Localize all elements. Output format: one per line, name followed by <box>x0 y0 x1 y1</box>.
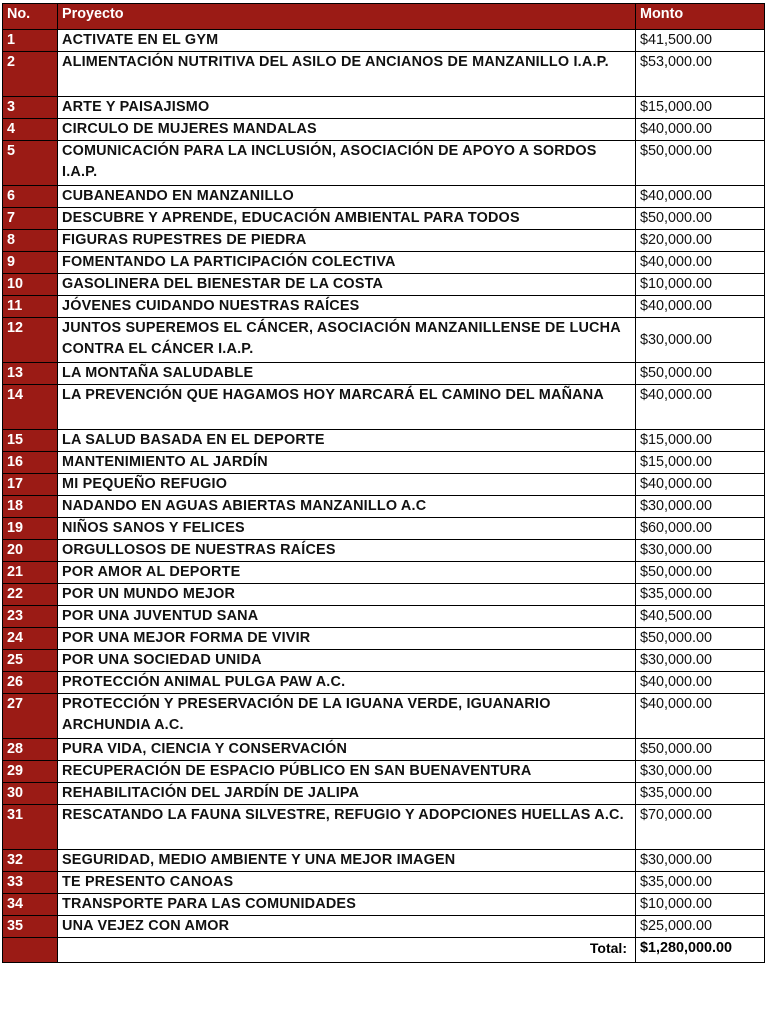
table-row <box>3 872 765 894</box>
project-name: NIÑOS SANOS Y FELICES <box>58 518 636 540</box>
row-number: 15 <box>3 430 58 452</box>
project-name: FIGURAS RUPESTRES DE PIEDRA <box>58 230 636 252</box>
project-amount: $25,000.00 <box>636 916 765 938</box>
project-amount: $30,000.00 <box>636 761 765 783</box>
table-row <box>3 694 765 739</box>
project-name: DESCUBRE Y APRENDE, EDUCACIÓN AMBIENTAL PARA TODOS <box>58 208 636 230</box>
table-row <box>3 628 765 650</box>
project-name: REHABILITACIÓN DEL JARDÍN DE JALIPA <box>58 783 636 805</box>
table-row <box>3 430 765 452</box>
project-amount: $30,000.00 <box>636 318 765 363</box>
project-amount: $40,000.00 <box>636 474 765 496</box>
project-amount: $20,000.00 <box>636 230 765 252</box>
project-name: MANTENIMIENTO AL JARDÍN <box>58 452 636 474</box>
project-name: SEGURIDAD, MEDIO AMBIENTE Y UNA MEJOR IMAGEN <box>58 850 636 872</box>
table-row <box>3 650 765 672</box>
project-name: CIRCULO DE MUJERES MANDALAS <box>58 119 636 141</box>
header-amount: Monto <box>636 4 765 30</box>
project-amount: $50,000.00 <box>636 628 765 650</box>
row-number: 24 <box>3 628 58 650</box>
row-number: 34 <box>3 894 58 916</box>
total-value: $1,280,000.00 <box>636 938 765 963</box>
table-row <box>3 30 765 52</box>
header-project: Proyecto <box>58 4 636 30</box>
row-number: 19 <box>3 518 58 540</box>
project-amount: $35,000.00 <box>636 584 765 606</box>
row-number: 6 <box>3 186 58 208</box>
project-amount: $40,500.00 <box>636 606 765 628</box>
row-number: 7 <box>3 208 58 230</box>
row-number: 25 <box>3 650 58 672</box>
table-row <box>3 186 765 208</box>
table-row <box>3 274 765 296</box>
project-amount: $15,000.00 <box>636 430 765 452</box>
table-row <box>3 252 765 274</box>
project-amount: $41,500.00 <box>636 30 765 52</box>
table-row <box>3 452 765 474</box>
row-number: 33 <box>3 872 58 894</box>
table-row <box>3 296 765 318</box>
total-blank-cell <box>3 938 58 963</box>
project-amount: $40,000.00 <box>636 385 765 430</box>
table-row <box>3 894 765 916</box>
project-amount: $40,000.00 <box>636 296 765 318</box>
table-row <box>3 850 765 872</box>
project-amount: $15,000.00 <box>636 452 765 474</box>
project-name: POR UNA JUVENTUD SANA <box>58 606 636 628</box>
table-row <box>3 208 765 230</box>
project-amount: $40,000.00 <box>636 186 765 208</box>
row-number: 9 <box>3 252 58 274</box>
project-amount: $30,000.00 <box>636 496 765 518</box>
project-amount: $30,000.00 <box>636 540 765 562</box>
row-number: 32 <box>3 850 58 872</box>
project-name: JÓVENES CUIDANDO NUESTRAS RAÍCES <box>58 296 636 318</box>
project-name: ACTIVATE EN EL GYM <box>58 30 636 52</box>
table-row <box>3 672 765 694</box>
row-number: 1 <box>3 30 58 52</box>
row-number: 14 <box>3 385 58 430</box>
table-row <box>3 385 765 430</box>
project-name: PURA VIDA, CIENCIA Y CONSERVACIÓN <box>58 739 636 761</box>
table-row <box>3 783 765 805</box>
row-number: 23 <box>3 606 58 628</box>
project-name: LA PREVENCIÓN QUE HAGAMOS HOY MARCARÁ EL CAMINO DEL MAÑANA <box>58 385 636 430</box>
project-name: RESCATANDO LA FAUNA SILVESTRE, REFUGIO Y ADOPCIONES HUELLAS A.C. <box>58 805 636 850</box>
project-amount: $35,000.00 <box>636 872 765 894</box>
table-row <box>3 52 765 97</box>
row-number: 35 <box>3 916 58 938</box>
row-number: 12 <box>3 318 58 363</box>
project-name: TE PRESENTO CANOAS <box>58 872 636 894</box>
total-label: Total: <box>58 938 636 963</box>
project-name: ARTE Y PAISAJISMO <box>58 97 636 119</box>
row-number: 2 <box>3 52 58 97</box>
project-amount: $30,000.00 <box>636 650 765 672</box>
project-amount: $35,000.00 <box>636 783 765 805</box>
row-number: 29 <box>3 761 58 783</box>
project-amount: $70,000.00 <box>636 805 765 850</box>
table-row <box>3 562 765 584</box>
project-name: ORGULLOSOS DE NUESTRAS RAÍCES <box>58 540 636 562</box>
project-name: CUBANEANDO EN MANZANILLO <box>58 186 636 208</box>
project-name: PROTECCIÓN Y PRESERVACIÓN DE LA IGUANA VERDE, IGUANARIO ARCHUNDIA A.C. <box>58 694 636 739</box>
row-number: 28 <box>3 739 58 761</box>
table-row <box>3 739 765 761</box>
table-row <box>3 584 765 606</box>
project-name: RECUPERACIÓN DE ESPACIO PÚBLICO EN SAN BUENAVENTURA <box>58 761 636 783</box>
project-name: FOMENTANDO LA PARTICIPACIÓN COLECTIVA <box>58 252 636 274</box>
project-amount: $40,000.00 <box>636 119 765 141</box>
project-amount: $40,000.00 <box>636 252 765 274</box>
project-name: LA MONTAÑA SALUDABLE <box>58 363 636 385</box>
row-number: 21 <box>3 562 58 584</box>
row-number: 20 <box>3 540 58 562</box>
row-number: 17 <box>3 474 58 496</box>
project-amount: $53,000.00 <box>636 52 765 97</box>
row-number: 3 <box>3 97 58 119</box>
project-amount: $40,000.00 <box>636 672 765 694</box>
project-name: PROTECCIÓN ANIMAL PULGA PAW A.C. <box>58 672 636 694</box>
row-number: 22 <box>3 584 58 606</box>
table-row <box>3 474 765 496</box>
project-name: POR UN MUNDO MEJOR <box>58 584 636 606</box>
row-number: 8 <box>3 230 58 252</box>
table-row <box>3 363 765 385</box>
project-amount: $50,000.00 <box>636 141 765 186</box>
table-row <box>3 318 765 363</box>
project-amount: $15,000.00 <box>636 97 765 119</box>
table-row <box>3 916 765 938</box>
project-amount: $30,000.00 <box>636 850 765 872</box>
project-name: TRANSPORTE PARA LAS COMUNIDADES <box>58 894 636 916</box>
row-number: 18 <box>3 496 58 518</box>
table-body <box>3 30 765 938</box>
project-name: LA SALUD BASADA EN EL DEPORTE <box>58 430 636 452</box>
header-no: No. <box>3 4 58 30</box>
project-amount: $10,000.00 <box>636 894 765 916</box>
table-header-row <box>3 4 765 30</box>
row-number: 31 <box>3 805 58 850</box>
table-row <box>3 119 765 141</box>
project-amount: $50,000.00 <box>636 739 765 761</box>
table-row <box>3 496 765 518</box>
project-amount: $50,000.00 <box>636 363 765 385</box>
row-number: 11 <box>3 296 58 318</box>
project-amount: $10,000.00 <box>636 274 765 296</box>
table-row <box>3 97 765 119</box>
row-number: 13 <box>3 363 58 385</box>
table-row <box>3 230 765 252</box>
table-row <box>3 540 765 562</box>
project-name: POR UNA MEJOR FORMA DE VIVIR <box>58 628 636 650</box>
row-number: 27 <box>3 694 58 739</box>
table-row <box>3 518 765 540</box>
table-row <box>3 141 765 186</box>
row-number: 4 <box>3 119 58 141</box>
table-row <box>3 606 765 628</box>
project-amount: $40,000.00 <box>636 694 765 739</box>
project-name: MI PEQUEÑO REFUGIO <box>58 474 636 496</box>
project-amount: $50,000.00 <box>636 562 765 584</box>
project-name: COMUNICACIÓN PARA LA INCLUSIÓN, ASOCIACIÓN DE APOYO A SORDOS I.A.P. <box>58 141 636 186</box>
row-number: 26 <box>3 672 58 694</box>
row-number: 5 <box>3 141 58 186</box>
project-name: POR AMOR AL DEPORTE <box>58 562 636 584</box>
row-number: 30 <box>3 783 58 805</box>
total-row <box>3 938 765 963</box>
project-name: ALIMENTACIÓN NUTRITIVA DEL ASILO DE ANCIANOS DE MANZANILLO I.A.P. <box>58 52 636 97</box>
table-row <box>3 805 765 850</box>
row-number: 10 <box>3 274 58 296</box>
project-amount: $50,000.00 <box>636 208 765 230</box>
project-name: NADANDO EN AGUAS ABIERTAS MANZANILLO A.C <box>58 496 636 518</box>
project-amount: $60,000.00 <box>636 518 765 540</box>
projects-table <box>2 3 765 963</box>
project-name: UNA VEJEZ CON AMOR <box>58 916 636 938</box>
project-name: GASOLINERA DEL BIENESTAR DE LA COSTA <box>58 274 636 296</box>
project-name: JUNTOS SUPEREMOS EL CÁNCER, ASOCIACIÓN MANZANILLENSE DE LUCHA CONTRA EL CÁNCER I.A.P. <box>58 318 636 363</box>
project-name: POR UNA SOCIEDAD UNIDA <box>58 650 636 672</box>
table-row <box>3 761 765 783</box>
row-number: 16 <box>3 452 58 474</box>
